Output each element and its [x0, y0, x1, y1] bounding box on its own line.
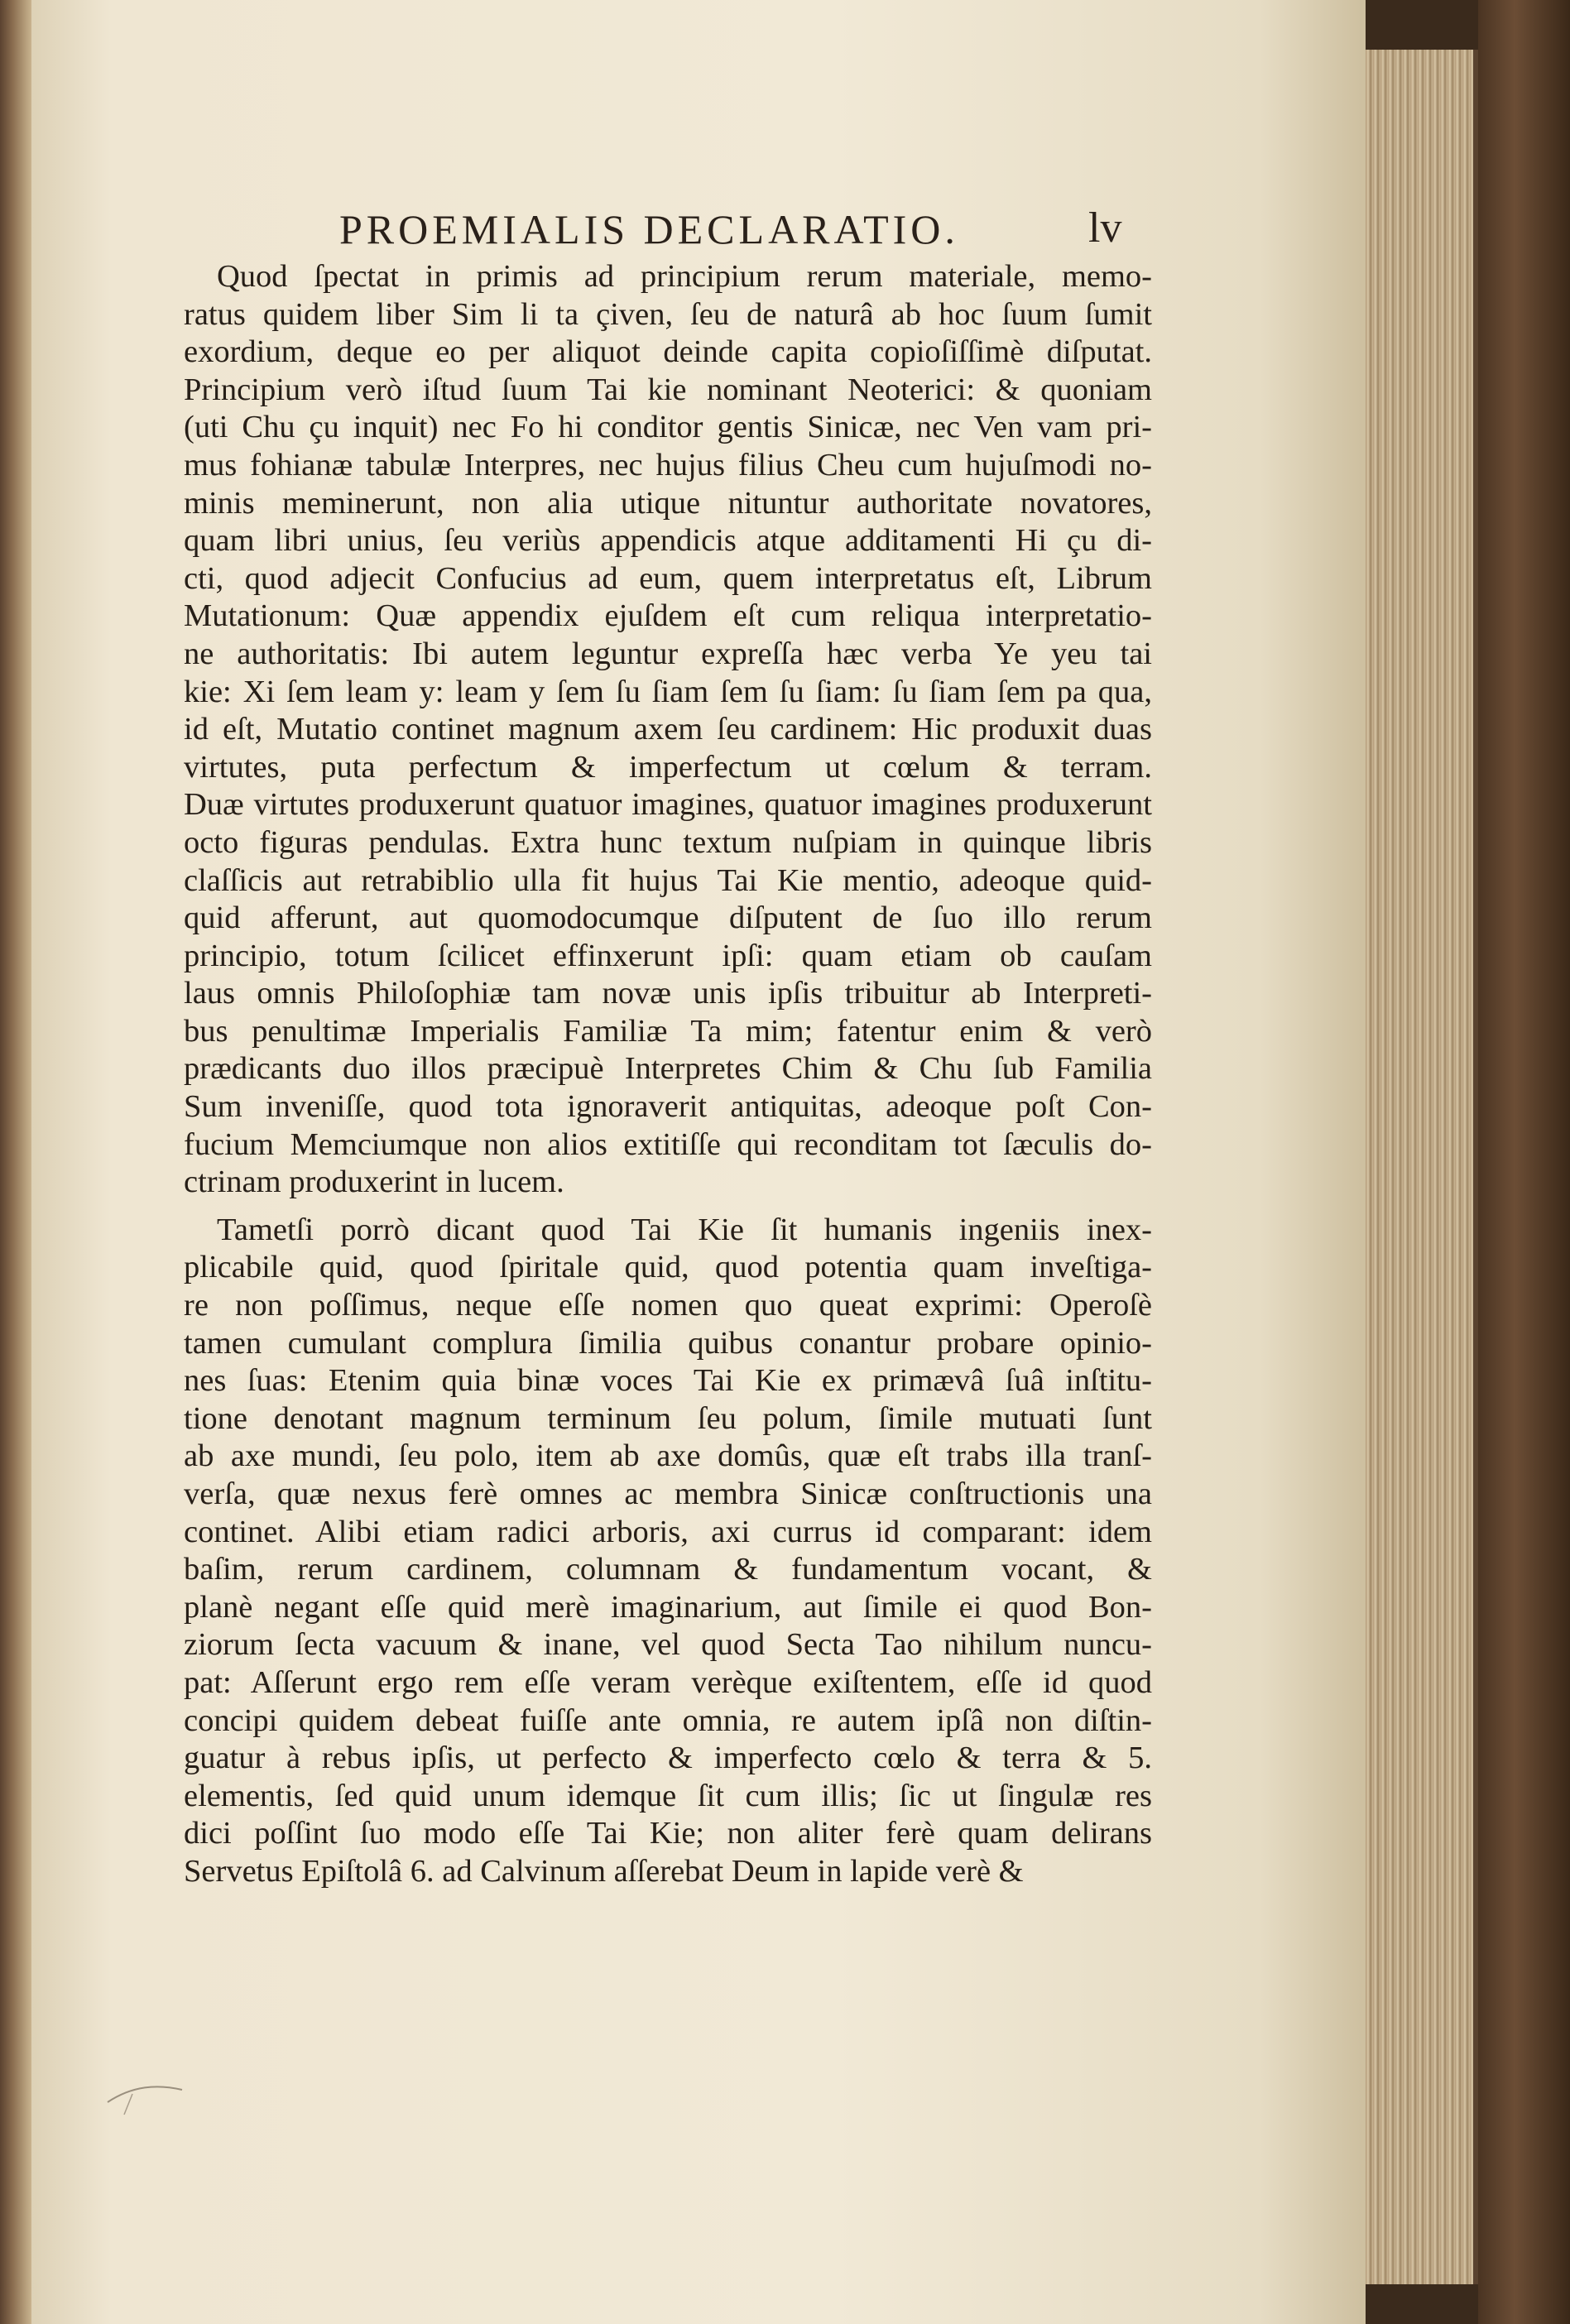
text-line: concipi quidem debeat fuiſſe ante omnia, re autem ipſâ non diſtin-: [184, 1702, 1152, 1738]
text-line: kie: Xi ſem leam y: leam y ſem ſu ſiam ſem ſu ſiam: ſu ſiam ſem pa qua,: [184, 674, 1152, 709]
text-line: fucium Memciumque non alios extitiſſe qui reconditam tot ſæculis do-: [184, 1126, 1152, 1162]
book-fore-edge: [1366, 50, 1478, 2284]
text-line: pat: Aſſerunt ergo rem eſſe veram verèque exiſtentem, eſſe id quod: [184, 1664, 1152, 1700]
text-line: bus penultimæ Imperialis Familiæ Ta mim; fatentur enim & verò: [184, 1013, 1152, 1049]
text-line: continet. Alibi etiam radici arboris, axi currus id comparant: idem: [184, 1514, 1152, 1549]
text-line: elementis, ſed quid unum idemque ſit cum illis; ſic ut ſingulæ res: [184, 1778, 1152, 1813]
text-line: Principium verò iſtud ſuum Tai kie nominant Neoterici: & quoniam: [184, 372, 1152, 407]
text-line: guatur à rebus ipſis, ut perfecto & imperfecto cœlo & terra & 5.: [184, 1741, 1152, 1776]
paragraph-1: [184, 258, 1152, 1202]
text-line: tione denotant magnum terminum ſeu polum, ſimile mutuati ſunt: [184, 1400, 1152, 1436]
text-line: id eſt, Mutatio continet magnum axem ſeu cardinem: Hic produxit duas: [184, 712, 1152, 747]
text-line: ratus quidem liber Sim li ta çiven, ſeu de naturâ ab hoc ſuum ſumit: [184, 296, 1152, 332]
text-line: Servetus Epiſtolâ 6. ad Calvinum aſſerebat Deum in lapide verè &: [184, 1853, 1024, 1889]
book-cover-edge: [1478, 0, 1570, 2324]
text-line: ziorum ſecta vacuum & inane, vel quod Secta Tao nihilum nuncu-: [184, 1627, 1152, 1663]
text-line: prædicants duo illos præcipuè Interpretes Chim & Chu ſub Familia: [184, 1051, 1152, 1087]
text-line: virtutes, puta perfectum & imperfectum ut cœlum & terram.: [184, 749, 1152, 785]
text-line: dici poſſint ſuo modo eſſe Tai Kie; non aliter ferè quam delirans: [184, 1816, 1152, 1851]
text-line: exordium, deque eo per aliquot deinde capita copioſiſſimè diſputat.: [184, 334, 1152, 370]
text-line: plicabile quid, quod ſpiritale quid, quod potentia quam inveſtiga-: [184, 1250, 1152, 1285]
text-line: ab axe mundi, ſeu polo, item ab axe domûs, quæ eſt trabs illa tranſ-: [184, 1438, 1152, 1474]
text-line: mus fohianæ tabulæ Interpres, nec hujus filius Cheu cum hujuſmodi no-: [184, 447, 1152, 483]
text-line: claſſicis aut retrabiblio ulla fit hujus Tai Kie mentio, adeoque quid-: [184, 862, 1152, 898]
text-line: verſa, quæ nexus ferè omnes ac membra Sinicæ conſtructionis una: [184, 1477, 1152, 1511]
page-number: lv: [1088, 204, 1122, 252]
text-line: baſim, rerum cardinem, columnam & fundamentum vocant, &: [184, 1552, 1152, 1587]
running-title: PROEMIALIS DECLARATIO.: [339, 206, 959, 252]
text-line: cti, quod adjecit Confucius ad eum, quem interpretatus eſt, Librum: [184, 560, 1152, 596]
text-line: (uti Chu çu inquit) nec Fo hi conditor gentis Sinicæ, nec Ven vam pri-: [184, 410, 1152, 445]
text-line: octo figuras pendulas. Extra hunc textum nuſpiam in quinque libris: [184, 824, 1152, 860]
text-line: laus omnis Philoſophiæ tam novæ unis ipſis tribuitur ab Interpreti-: [184, 976, 1152, 1011]
text-line: Duæ virtutes produxerunt quatuor imagines, quatuor imagines produxerunt: [184, 787, 1152, 823]
text-line: quid afferunt, aut quomodocumque diſputent de ſuo illo rerum: [184, 900, 1152, 936]
text-line: Tametſi porrò dicant quod Tai Kie ſit humanis ingeniis inex-: [217, 1212, 1152, 1247]
text-line: tamen cumulant complura ſimilia quibus conantur probare opinio-: [184, 1325, 1152, 1361]
adjacent-page-edge: [0, 0, 31, 2324]
text-line: re non poſſimus, neque eſſe nomen quo queat exprimi: Operoſè: [184, 1288, 1152, 1323]
text-line: quam libri unius, ſeu veriùs appendicis atque additamenti Hi çu di-: [184, 523, 1152, 559]
text-line: planè negant eſſe quid merè imaginarium, aut ſimile ei quod Bon-: [184, 1589, 1152, 1625]
text-line: principio, totum ſcilicet effinxerunt ipſi: quam etiam ob cauſam: [184, 938, 1152, 973]
body-text: [184, 258, 1152, 1891]
text-line: minis meminerunt, non alia utique nituntur authoritate novatores,: [184, 485, 1152, 521]
text-line: ctrinam produxerint in lucem.: [184, 1164, 564, 1200]
text-line: Quod ſpectat in primis ad principium rerum materiale, memo-: [217, 259, 1152, 294]
pencil-mark: [99, 2053, 215, 2119]
paragraph-2: [184, 1212, 1152, 1891]
text-line: nes ſuas: Etenim quia binæ voces Tai Kie ex primævâ ſuâ inſtitu-: [184, 1363, 1152, 1399]
text-line: Sum inveniſſe, quod tota ignoraverit antiquitas, adeoque poſt Con-: [184, 1089, 1152, 1125]
text-line: ne authoritatis: Ibi autem leguntur expreſſa hæc verba Ye yeu tai: [184, 636, 1152, 671]
text-line: Mutationum: Quæ appendix ejuſdem eſt cum reliqua interpretatio-: [184, 598, 1152, 634]
